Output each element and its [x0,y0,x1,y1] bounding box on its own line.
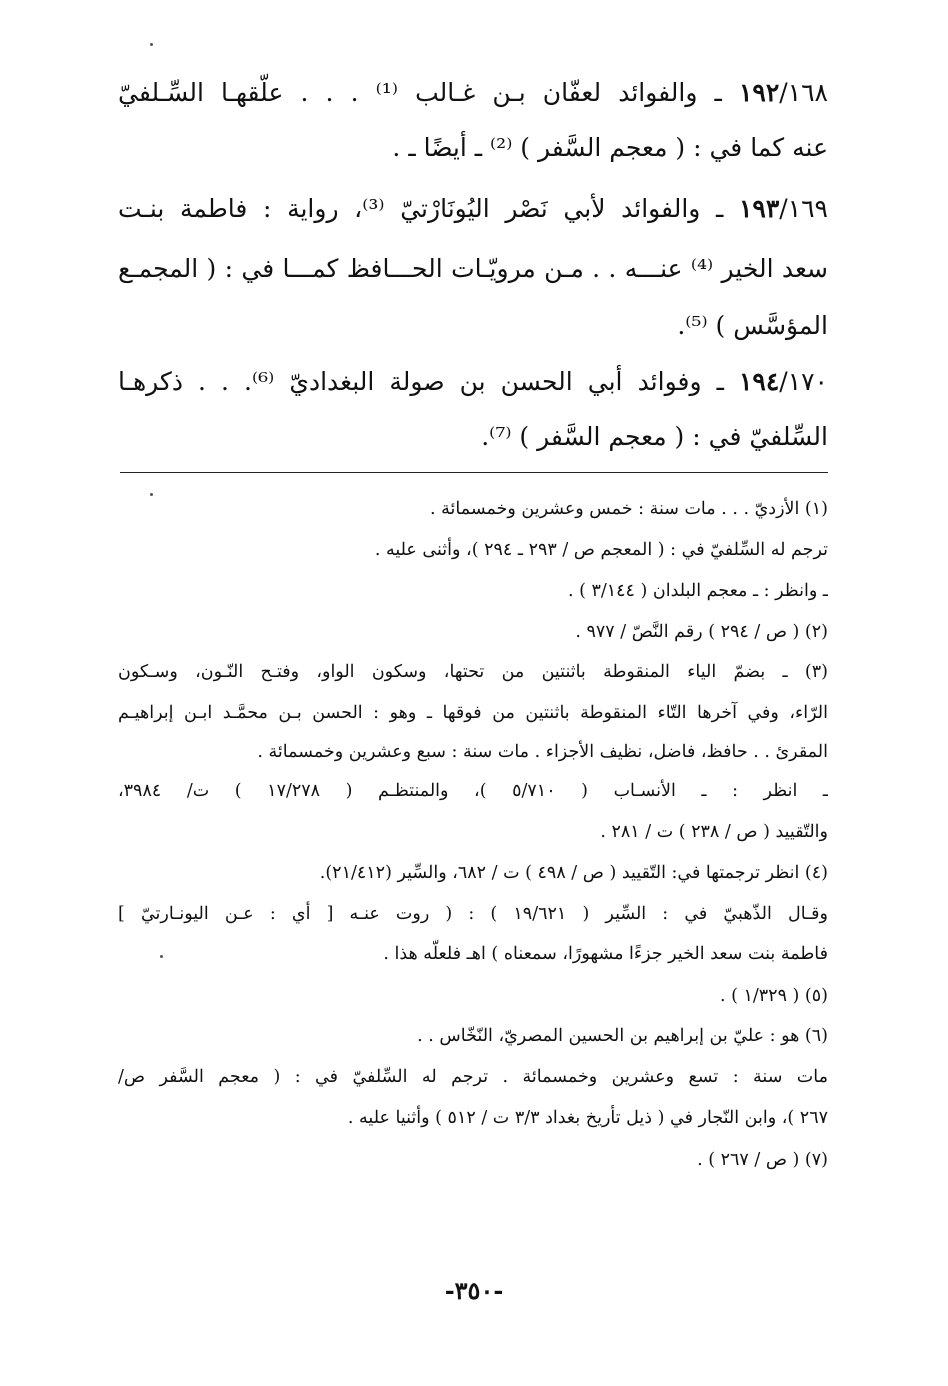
entry-192-line-2: عنه كما في : ( معجم السَّفر ) ⁽²⁾ ـ أيضًا ـ . [392,133,828,162]
speck [150,493,153,496]
footnote-1-line-2: ترجم له السِّلفيّ في : ( المعجم ص / ٢٩٣ ـ ٢٩٤ )، وأثنى عليه . [374,540,828,560]
entry-text: /١٧٠ ـ وفوائد أبي الحسن بن صولة البغداديّ ⁽⁶⁾. . . ذكرهـا [118,367,828,396]
footnote-2: (٢) ( ص / ٢٩٤ ) رقم النَّصّ / ٩٧٧ . [575,622,828,642]
footnote-3-line-3: المقرئ . . حافظ، فاضل، نظيف الأجزاء . مات سنة : سبع وعشرين وخمسمائة . [257,742,828,762]
entry-193-line-2: سعد الخير ⁽⁴⁾ عنـــه . . مـن مرويّـات الحـــافظ كمـــا في : ( المجمـع [118,254,828,283]
footnote-4-line-3: فاطمة بنت سعد الخير جزءًا مشهورًا، سمعناه ) اهـ فلعلّه هذا . [383,944,828,964]
footnote-4-line-2: وقـال الذّهبيّ في : السِّير ( ١٩/٦٢١ ) : ( روت عنـه [ أي : عـن اليونـارتيّ ] [118,904,828,924]
entry-194-line-1 [118,362,828,402]
entry-text: /١٦٩ ـ والفوائد لأبي نَصْر اليُونَارْتيّ ⁽³⁾، رواية : فاطمة بنـت [118,194,828,223]
footnote-7: (٧) ( ص / ٢٦٧ ) . [697,1150,828,1170]
entry-number: ١٩٣ [738,194,780,223]
speck [150,43,153,46]
entry-number: ١٩٢ [738,78,780,107]
entry-192-line-1 [118,73,828,113]
footnote-3-line-5: والتّقييد ( ص / ٢٣٨ ) ت / ٢٨١ . [600,822,828,842]
entry-194-line-2: السِّلفيّ في : ( معجم السَّفر ) ⁽⁷⁾. [481,422,828,451]
entry-text: /١٦٨ ـ والفوائد لعفّان بـن غـالب ⁽¹⁾ . . . علّقهـا السِّـلفيّ [118,78,828,107]
entry-193-line-1 [118,189,828,229]
page-number: -٣٥٠- [444,1276,504,1305]
footnote-3-line-2: الرّاء، وفي آخرها التّاء المنقوطة باثنتين من فوقها ـ وهو : الحسن بـن محمَّـد ابـن إبراهيـم [118,703,828,723]
speck [160,955,163,958]
footnote-6-line-1: (٦) هو : عليّ بن إبراهيم بن الحسين المصريّ، النّخّاس . . [417,1026,828,1046]
footnote-separator [120,472,828,473]
footnote-4-line-1: (٤) انظر ترجمتها في: التّقييد ( ص / ٤٩٨ ) ت / ٦٨٢، والسِّير (٢١/٤١٢). [319,863,828,883]
footnote-6-line-2: مات سنة : تسع وعشرين وخمسمائة . ترجم له السِّلفيّ في : ( معجم السَّفر ص/ [118,1067,828,1087]
footnote-1-line-1: (١) الأزديّ . . . مات سنة : خمس وعشرين وخمسمائة . [430,499,828,519]
footnote-3-line-1: (٣) ـ بضمّ الياء المنقوطة باثنتين من تحتها، وسكون الواو، وفتـح النّـون، وسـكون [118,662,828,682]
footnote-1-line-3: ـ وانظر : ـ معجم البلدان ( ٣/١٤٤ ) . [567,581,828,601]
footnote-3-line-4: ـ انظر : ـ الأنسـاب ( ٥/٧١٠ )، والمنتظـم ( ١٧/٢٧٨ ) ت/ ٣٩٨٤، [118,781,828,801]
entry-193-line-3: المؤسَّس ) ⁽⁵⁾. [677,311,828,340]
footnote-5: (٥) ( ١/٣٢٩ ) . [719,986,828,1006]
footnote-6-line-3: ٢٦٧ )، وابن النّجار في ( ذيل تأريخ بغداد ٣/٣ ت / ٥١٢ ) وأثنيا عليه . [347,1108,828,1128]
entry-number: ١٩٤ [738,367,780,396]
